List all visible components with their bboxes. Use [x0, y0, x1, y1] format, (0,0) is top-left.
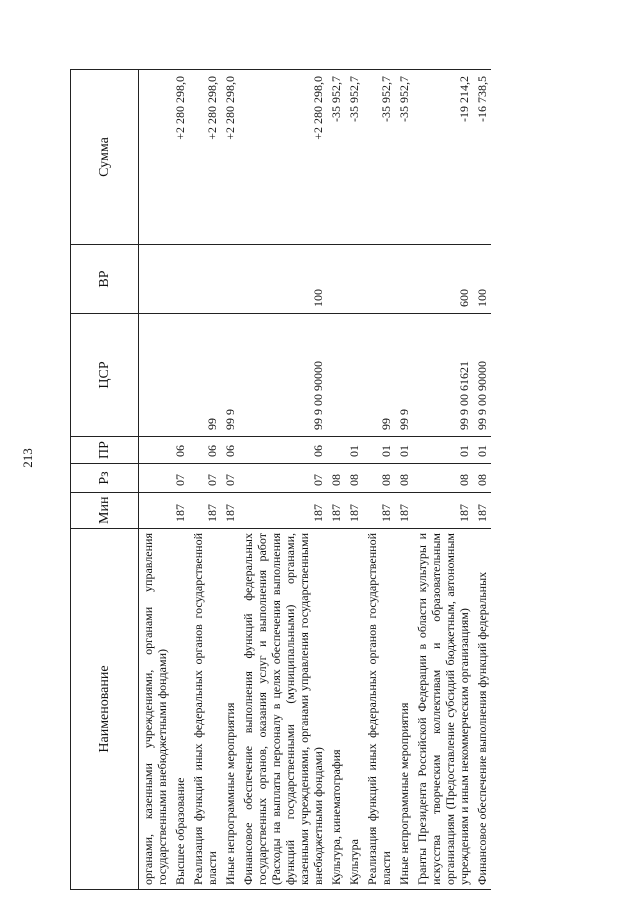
- cell-vr: [139, 245, 172, 314]
- table-row: [345, 70, 363, 890]
- cell-vr: [395, 245, 413, 314]
- cell-vr: [345, 245, 363, 314]
- cell-csr: 99: [363, 314, 395, 437]
- cell-rz: 08: [345, 464, 363, 493]
- table-body: [139, 70, 492, 890]
- cell-csr: [327, 314, 345, 437]
- table-row: [189, 70, 221, 890]
- cell-rz: 08: [473, 464, 491, 493]
- cell-name: Иные непрограммные мероприятия: [395, 529, 413, 890]
- cell-pr: 06: [171, 437, 189, 464]
- cell-pr: 01: [473, 437, 491, 464]
- cell-sum: [139, 70, 172, 245]
- cell-rz: 07: [189, 464, 221, 493]
- cell-name: Культура: [345, 529, 363, 890]
- header-sum: Сумма: [71, 70, 139, 245]
- cell-min: 187: [221, 493, 239, 529]
- table-header: [71, 70, 139, 890]
- table-row: [395, 70, 413, 890]
- header-csr: ЦСР: [71, 314, 139, 437]
- cell-pr: [327, 437, 345, 464]
- cell-pr: 01: [363, 437, 395, 464]
- cell-csr: [345, 314, 363, 437]
- cell-sum: -16 738,5: [473, 70, 491, 245]
- cell-min: 187: [189, 493, 221, 529]
- cell-name: Высшее образование: [171, 529, 189, 890]
- cell-pr: 06: [221, 437, 239, 464]
- cell-min: 187: [239, 493, 327, 529]
- cell-csr: 99 9 00 61621: [413, 314, 473, 437]
- cell-name: Финансовое обеспечение выполнения функций федеральных государственных органов, оказания услуг и выполнения работ (Расходы на выплаты персоналу в целях обеспечения выполнения функций государственными (муниципальными) органами, казенными учреждениями, органами управления государственными внебюджетными фондами): [239, 529, 327, 890]
- cell-pr: [139, 437, 172, 464]
- cell-sum: +2 280 298,0: [189, 70, 221, 245]
- cell-min: 187: [473, 493, 491, 529]
- cell-name: Финансовое обеспечение выполнения функций федеральных: [473, 529, 491, 890]
- cell-min: 187: [327, 493, 345, 529]
- cell-sum: +2 280 298,0: [221, 70, 239, 245]
- cell-name: Культура, кинематография: [327, 529, 345, 890]
- cell-vr: 600: [413, 245, 473, 314]
- cell-vr: [171, 245, 189, 314]
- cell-min: 187: [345, 493, 363, 529]
- table-row: [413, 70, 473, 890]
- cell-name: Реализация функций иных федеральных органов государственной власти: [363, 529, 395, 890]
- table-row: [239, 70, 327, 890]
- cell-sum: -35 952,7: [363, 70, 395, 245]
- cell-csr: [139, 314, 172, 437]
- header-min: Мин: [71, 493, 139, 529]
- cell-sum: -35 952,7: [345, 70, 363, 245]
- table-row: [171, 70, 189, 890]
- cell-vr: [327, 245, 345, 314]
- cell-pr: 01: [413, 437, 473, 464]
- table-row: [363, 70, 395, 890]
- cell-rz: 07: [171, 464, 189, 493]
- cell-sum: -35 952,7: [327, 70, 345, 245]
- cell-csr: 99 9 00 90000: [239, 314, 327, 437]
- table-row: [139, 70, 172, 890]
- cell-csr: 99 9: [395, 314, 413, 437]
- cell-rz: 08: [363, 464, 395, 493]
- cell-vr: [221, 245, 239, 314]
- cell-rz: 08: [413, 464, 473, 493]
- cell-vr: 100: [473, 245, 491, 314]
- table-row: [327, 70, 345, 890]
- cell-csr: 99: [189, 314, 221, 437]
- cell-csr: 99 9 00 90000: [473, 314, 491, 437]
- cell-name: Реализация функций иных федеральных органов государственной власти: [189, 529, 221, 890]
- cell-pr: 01: [345, 437, 363, 464]
- cell-rz: [139, 464, 172, 493]
- cell-sum: +2 280 298,0: [171, 70, 189, 245]
- table-row: [221, 70, 239, 890]
- budget-table: [70, 69, 491, 890]
- cell-csr: 99 9: [221, 314, 239, 437]
- cell-sum: -35 952,7: [395, 70, 413, 245]
- header-name: Наименование: [71, 529, 139, 890]
- page-number: 213: [20, 448, 35, 468]
- cell-csr: [171, 314, 189, 437]
- cell-vr: 100: [239, 245, 327, 314]
- header-pr: ПР: [71, 437, 139, 464]
- cell-name: органами, казенными учреждениями, органами управления государственными внебюджетными фондами): [139, 529, 172, 890]
- cell-min: 187: [413, 493, 473, 529]
- header-rz: Рз: [71, 464, 139, 493]
- cell-min: 187: [395, 493, 413, 529]
- cell-name: Гранты Президента Российской Федерации в области культуры и искусства творческим коллективам и образовательным организациям (Предоставление субсидий бюджетным, автономным учреждениям и иным некоммерческим организациям): [413, 529, 473, 890]
- cell-rz: 07: [239, 464, 327, 493]
- cell-name: Иные непрограммные мероприятия: [221, 529, 239, 890]
- cell-pr: 06: [189, 437, 221, 464]
- cell-rz: 07: [221, 464, 239, 493]
- cell-pr: 06: [239, 437, 327, 464]
- cell-rz: 08: [395, 464, 413, 493]
- cell-vr: [189, 245, 221, 314]
- cell-min: [139, 493, 172, 529]
- cell-vr: [363, 245, 395, 314]
- cell-pr: 01: [395, 437, 413, 464]
- cell-rz: 08: [327, 464, 345, 493]
- cell-min: 187: [171, 493, 189, 529]
- table-row: [473, 70, 491, 890]
- cell-sum: +2 280 298,0: [239, 70, 327, 245]
- cell-sum: -19 214,2: [413, 70, 473, 245]
- cell-min: 187: [363, 493, 395, 529]
- header-vr: ВР: [71, 245, 139, 314]
